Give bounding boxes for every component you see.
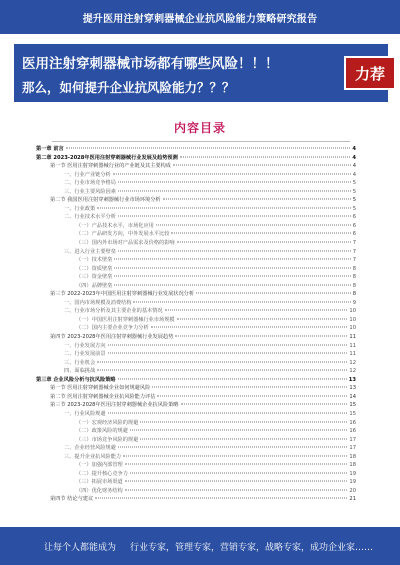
toc-entry-page: 15 xyxy=(349,402,356,409)
toc-entry-page: 16 xyxy=(349,419,356,426)
toc-entry-page: 12 xyxy=(349,368,356,375)
toc-entry[interactable] xyxy=(36,436,356,445)
toc-entry-title: （一）加强内部管理 xyxy=(76,462,123,469)
toc-entry-title: （三）资金壁垒 xyxy=(76,274,113,281)
hero-headline: 医用注射穿刺器械市场都有哪些风险！！！ xyxy=(22,56,279,72)
toc-leader-dots xyxy=(114,276,350,277)
toc-leader-dots xyxy=(156,224,351,225)
toc-entry[interactable] xyxy=(36,470,356,479)
toc-title: 内容目录 xyxy=(173,121,226,135)
toc-entry-page: 6 xyxy=(352,231,356,238)
toc-entry[interactable] xyxy=(36,256,356,265)
toc-entry[interactable] xyxy=(36,342,356,351)
toc-leader-dots xyxy=(175,336,347,337)
toc-entry-title: （一）技术壁垒 xyxy=(76,257,113,264)
toc-entry[interactable] xyxy=(36,213,356,222)
toc-entry-page: 14 xyxy=(349,393,356,400)
toc-leader-dots xyxy=(171,233,350,234)
toc-entry[interactable] xyxy=(36,171,356,180)
toc-entry-page: 15 xyxy=(349,410,356,417)
toc-entry[interactable] xyxy=(36,154,356,163)
toc-entry[interactable] xyxy=(36,401,356,410)
toc-entry-page: 8 xyxy=(352,291,356,298)
toc-leader-dots xyxy=(118,190,351,191)
toc-leader-dots xyxy=(108,344,348,345)
toc-entry-title: 一、行业政策 xyxy=(64,205,96,212)
toc-entry[interactable] xyxy=(36,316,356,325)
toc-entry-title: （四）品牌壁垒 xyxy=(76,282,113,289)
toc-entry-title: 一、行业产业链分析 xyxy=(64,171,111,178)
toc-entry-page: 19 xyxy=(349,470,356,477)
toc-entry-title: （二）提升核心竞争力 xyxy=(76,470,128,477)
toc-entry[interactable] xyxy=(36,290,356,299)
toc-leader-dots xyxy=(125,481,348,482)
toc-leader-dots xyxy=(118,216,351,217)
toc-entry[interactable] xyxy=(36,196,356,205)
toc-entry[interactable] xyxy=(36,188,356,197)
toc-leader-dots xyxy=(130,430,348,431)
toc-entry-title: （三）拓展市场渠道 xyxy=(76,479,123,486)
toc-entry-page: 11 xyxy=(349,351,356,358)
recommend-badge xyxy=(344,56,396,90)
toc-entry-page: 6 xyxy=(352,214,356,221)
toc-entry-title: 一、国内市场规模及消费结构 xyxy=(64,299,132,306)
toc-entry-title: （三）市场竞争风险的规避 xyxy=(76,436,139,443)
toc-entry-title: （一）产品技术水平，市场化应用 xyxy=(76,222,154,229)
toc-entry-page: 4 xyxy=(352,163,356,170)
toc-entry[interactable] xyxy=(36,359,356,368)
toc-entry[interactable] xyxy=(36,205,356,214)
toc-leader-dots xyxy=(177,318,348,319)
toc-entry-title: 第三章 企业风险分析与抗风险策略 xyxy=(36,376,116,383)
toc-entry-page: 13 xyxy=(348,376,356,383)
toc-leader-dots xyxy=(180,156,351,157)
toc-leader-dots xyxy=(133,301,350,302)
toc-leader-dots xyxy=(114,267,350,268)
toc-entry-page: 5 xyxy=(352,188,356,195)
toc-entry-page: 20 xyxy=(349,487,356,494)
toc-entry-page: 5 xyxy=(352,197,356,204)
toc-entry[interactable] xyxy=(36,487,356,496)
toc-leader-dots xyxy=(118,250,351,251)
toc-leader-dots xyxy=(118,447,348,448)
toc-entry-title: （三）国内外市场对产品需求及价格的影响 xyxy=(76,240,175,247)
toc-entry[interactable] xyxy=(36,265,356,274)
toc-entry[interactable] xyxy=(36,410,356,419)
toc-entry[interactable] xyxy=(36,350,356,359)
toc-entry[interactable] xyxy=(36,478,356,487)
toc-entry-page: 17 xyxy=(349,445,356,452)
recommend-badge-label: 力荐 xyxy=(354,64,385,83)
toc-entry-page: 7 xyxy=(352,248,356,255)
toc-entry-page: 8 xyxy=(352,282,356,289)
toc-entry-title: 第一节 医用注射穿刺器械企业如何规避风险 xyxy=(50,385,151,392)
toc-entry-page: 11 xyxy=(349,334,356,341)
toc-entry-title: 一、行业风险规避 xyxy=(64,410,106,417)
toc-entry[interactable] xyxy=(36,367,356,376)
toc-entry-page: 4 xyxy=(352,154,356,161)
toc-entry-title: 二、企业经营风险规避 xyxy=(64,445,116,452)
toc-leader-dots xyxy=(177,242,351,243)
toc-entry-page: 5 xyxy=(352,205,356,212)
toc-entry-title: 三、行业主要风险因素 xyxy=(64,188,116,195)
toc-entry-page: 7 xyxy=(352,257,356,264)
toc-entry-page: 16 xyxy=(349,428,356,435)
footer-roles: 行业专家，管理专家，营销专家，战略专家，成功企业家…… xyxy=(130,542,374,553)
toc-entry[interactable] xyxy=(36,145,356,154)
toc-leader-dots xyxy=(130,472,348,473)
toc-entry[interactable] xyxy=(36,461,356,470)
toc-entry-title: 第二节 医用注射穿刺器械企业抗风险能力评估 xyxy=(50,393,156,400)
toc-entry-title: 第一节 医用注射穿刺器械行业的产业链及其主要构成 xyxy=(50,163,171,170)
toc-entry-page: 10 xyxy=(349,325,356,332)
toc-entry[interactable] xyxy=(36,427,356,436)
toc-leader-dots xyxy=(123,455,347,456)
toc-divider xyxy=(52,141,350,142)
toc-leader-dots xyxy=(196,293,351,294)
toc-entry-page: 21 xyxy=(349,496,356,503)
toc-entry-title: 第一章 前言 xyxy=(36,146,64,152)
footer-banner xyxy=(0,527,400,565)
toc-entry-title: 第二节 我国医用注射穿刺器械行业市场环境分析 xyxy=(50,197,161,204)
toc-leader-dots xyxy=(113,173,351,174)
table-of-contents xyxy=(36,145,356,515)
toc-leader-dots xyxy=(152,387,347,388)
toc-leader-dots xyxy=(140,438,347,439)
toc-entry-page: 7 xyxy=(352,240,356,247)
toc-entry-title: （二）产品研发方向，中外发展水平比较 xyxy=(76,231,170,238)
toc-entry-title: 二、行业技术水平分析 xyxy=(64,214,116,221)
toc-entry-page: 4 xyxy=(352,146,356,152)
footer-slogan: 让每个人都能成为 xyxy=(44,542,117,553)
toc-leader-dots xyxy=(173,165,351,166)
toc-entry[interactable] xyxy=(36,384,356,393)
toc-leader-dots xyxy=(114,284,350,285)
toc-entry-page: 6 xyxy=(352,222,356,229)
toc-entry-title: （二）资质壁垒 xyxy=(76,265,113,272)
toc-leader-dots xyxy=(165,310,348,311)
toc-leader-dots xyxy=(140,421,347,422)
toc-entry-page: 10 xyxy=(349,316,356,323)
toc-entry[interactable] xyxy=(36,393,356,402)
toc-entry[interactable] xyxy=(36,376,356,385)
toc-entry-title: 三、进入行业主要壁垒 xyxy=(64,248,116,255)
toc-entry-title: 第四节 结论与建议 xyxy=(50,496,94,503)
toc-entry-title: 第三节 2022-2023年中国医用注射穿刺器械行业发展状况分析 xyxy=(50,291,195,298)
toc-leader-dots xyxy=(118,182,351,183)
toc-leader-dots xyxy=(118,378,347,379)
toc-entry[interactable] xyxy=(36,453,356,462)
toc-entry-title: 第四节 2023-2028年医用注射穿刺器械行业发展趋势 xyxy=(50,334,174,341)
toc-entry[interactable] xyxy=(36,333,356,342)
toc-entry-page: 8 xyxy=(352,265,356,272)
toc-entry-title: 一、行业发展方向 xyxy=(64,342,106,349)
toc-entry-title: 二、行业市场竞争格局 xyxy=(64,180,116,187)
toc-entry[interactable] xyxy=(36,495,356,504)
toc-entry[interactable] xyxy=(36,239,356,248)
toc-entry-page: 4 xyxy=(352,171,356,178)
toc-leader-dots xyxy=(97,361,347,362)
toc-entry[interactable] xyxy=(36,299,356,308)
toc-leader-dots xyxy=(95,498,347,499)
toc-entry-page: 13 xyxy=(349,385,356,392)
toc-entry[interactable] xyxy=(36,282,356,291)
toc-entry-title: （四）优化财务结构 xyxy=(76,487,123,494)
report-title-banner xyxy=(0,0,400,34)
toc-leader-dots xyxy=(125,464,348,465)
toc-entry[interactable] xyxy=(36,273,356,282)
toc-entry[interactable] xyxy=(36,162,356,171)
report-title: 提升医用注射穿刺器械企业抗风险能力策略研究报告 xyxy=(82,13,318,25)
toc-entry[interactable] xyxy=(36,179,356,188)
hero-banner xyxy=(14,44,388,102)
toc-entry-title: （一）宏观经济风险的规避 xyxy=(76,419,139,426)
toc-entry-page: 10 xyxy=(349,308,356,315)
toc-leader-dots xyxy=(97,370,347,371)
toc-entry-page: 18 xyxy=(349,453,356,460)
toc-entry[interactable] xyxy=(36,248,356,257)
toc-leader-dots xyxy=(108,353,348,354)
toc-entry-title: 三、提升企业抗风险能力 xyxy=(64,453,122,460)
toc-entry-title: 三、行业机会 xyxy=(64,359,96,366)
toc-entry[interactable] xyxy=(36,222,356,231)
toc-entry-title: （二）政策风险的规避 xyxy=(76,428,128,435)
toc-entry[interactable] xyxy=(36,444,356,453)
toc-entry-title: 二、行业发展前景 xyxy=(64,351,106,358)
toc-leader-dots xyxy=(181,404,348,405)
toc-entry[interactable] xyxy=(36,230,356,239)
toc-entry-title: （二）国内主要企业竞争力分析 xyxy=(76,325,149,332)
toc-entry-title: （一）中国医用注射穿刺器械行业市场规模 xyxy=(76,316,175,323)
hero-subheadline: 那么，如何提升企业抗风险能力？？？ xyxy=(22,80,235,95)
toc-leader-dots xyxy=(163,199,351,200)
toc-entry-page: 5 xyxy=(352,180,356,187)
toc-leader-dots xyxy=(108,412,348,413)
toc-entry-page: 8 xyxy=(352,274,356,281)
toc-leader-dots xyxy=(151,327,348,328)
toc-entry-title: 第三节 2023-2028年医用注射穿刺器械企业抗风险策略 xyxy=(50,402,179,409)
toc-entry-page: 11 xyxy=(349,342,356,349)
toc-leader-dots xyxy=(66,148,351,149)
toc-entry-page: 18 xyxy=(349,462,356,469)
toc-entry-page: 12 xyxy=(349,359,356,366)
toc-leader-dots xyxy=(97,207,351,208)
toc-entry[interactable] xyxy=(36,324,356,333)
toc-entry-page: 19 xyxy=(349,479,356,486)
toc-entry-page: 9 xyxy=(352,299,356,306)
toc-entry-title: 二、行业市场分析及其主要企业的基本情况 xyxy=(64,308,163,315)
toc-entry[interactable] xyxy=(36,307,356,316)
toc-entry[interactable] xyxy=(36,419,356,428)
toc-leader-dots xyxy=(157,395,347,396)
toc-leader-dots xyxy=(114,259,350,260)
toc-entry-page: 17 xyxy=(349,436,356,443)
toc-entry-title: 四、面临挑战 xyxy=(64,368,96,375)
toc-leader-dots xyxy=(125,489,348,490)
toc-entry-title: 第二章 2023-2028年医用注射穿刺器械行业发展及趋势预测 xyxy=(36,154,178,161)
